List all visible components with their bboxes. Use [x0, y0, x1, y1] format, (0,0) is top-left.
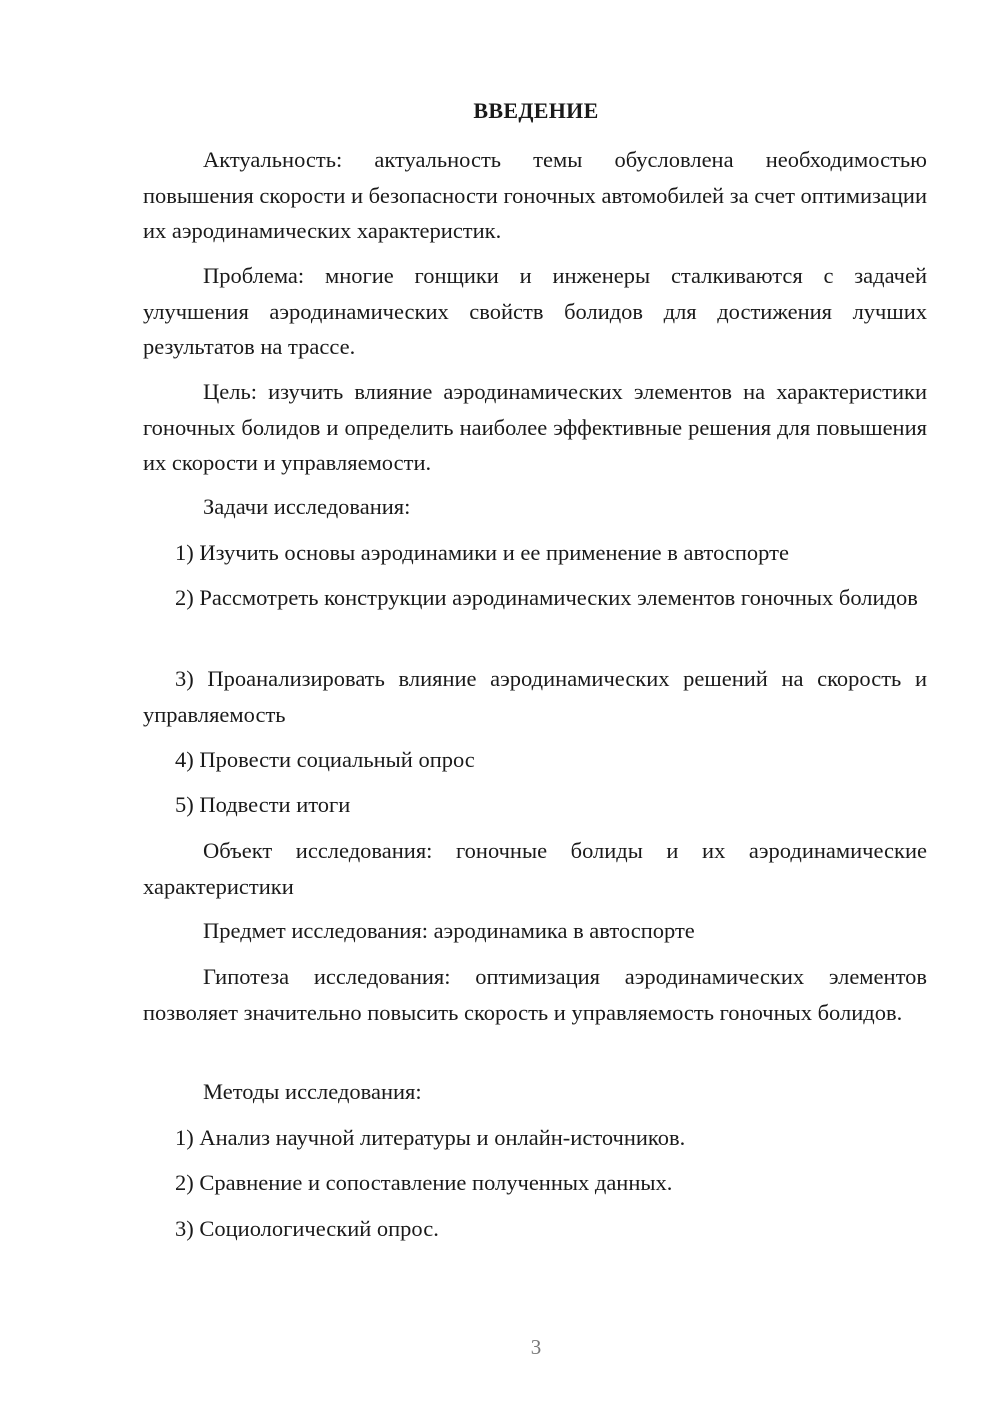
- paragraph-subject: Предмет исследования: аэродинамика в автоспорте: [203, 918, 695, 943]
- document-title: ВВЕДЕНИЕ: [473, 98, 599, 123]
- task-item-3: 3) Проанализировать влияние аэродинамических решений на скорость и управляемость: [143, 666, 927, 727]
- paragraph-goal: Цель: изучить влияние аэродинамических элементов на характеристики гоночных болидов и определить наиболее эффективные решения для повышения их скорости и управляемости.: [143, 379, 927, 475]
- paragraph-problem: Проблема: многие гонщики и инженеры сталкиваются с задачей улучшения аэродинамических свойств болидов для достижения лучших результатов на трассе.: [143, 263, 927, 359]
- tasks-heading: Задачи исследования:: [203, 494, 411, 519]
- paragraph-object: Объект исследования: гоночные болиды и их аэродинамические характеристики: [143, 838, 927, 899]
- task-item-4: 4) Провести социальный опрос: [175, 747, 475, 772]
- method-item-3: 3) Социологический опрос.: [175, 1216, 439, 1241]
- methods-heading: Методы исследования:: [203, 1079, 422, 1104]
- method-item-2: 2) Сравнение и сопоставление полученных данных.: [175, 1170, 673, 1195]
- task-item-1: 1) Изучить основы аэродинамики и ее применение в автоспорте: [175, 540, 789, 565]
- task-item-5: 5) Подвести итоги: [175, 792, 351, 817]
- paragraph-hypothesis: Гипотеза исследования: оптимизация аэродинамических элементов позволяет значительно повысить скорость и управляемость гоночных болидов.: [143, 964, 927, 1025]
- method-item-1: 1) Анализ научной литературы и онлайн-источников.: [175, 1125, 686, 1150]
- task-item-2: 2) Рассмотреть конструкции аэродинамических элементов гоночных болидов: [175, 585, 918, 610]
- paragraph-relevance: Актуальность: актуальность темы обусловлена необходимостью повышения скорости и безопасности гоночных автомобилей за счет оптимизации их аэродинамических характеристик.: [143, 147, 927, 243]
- page-number: 3: [530, 1335, 542, 1359]
